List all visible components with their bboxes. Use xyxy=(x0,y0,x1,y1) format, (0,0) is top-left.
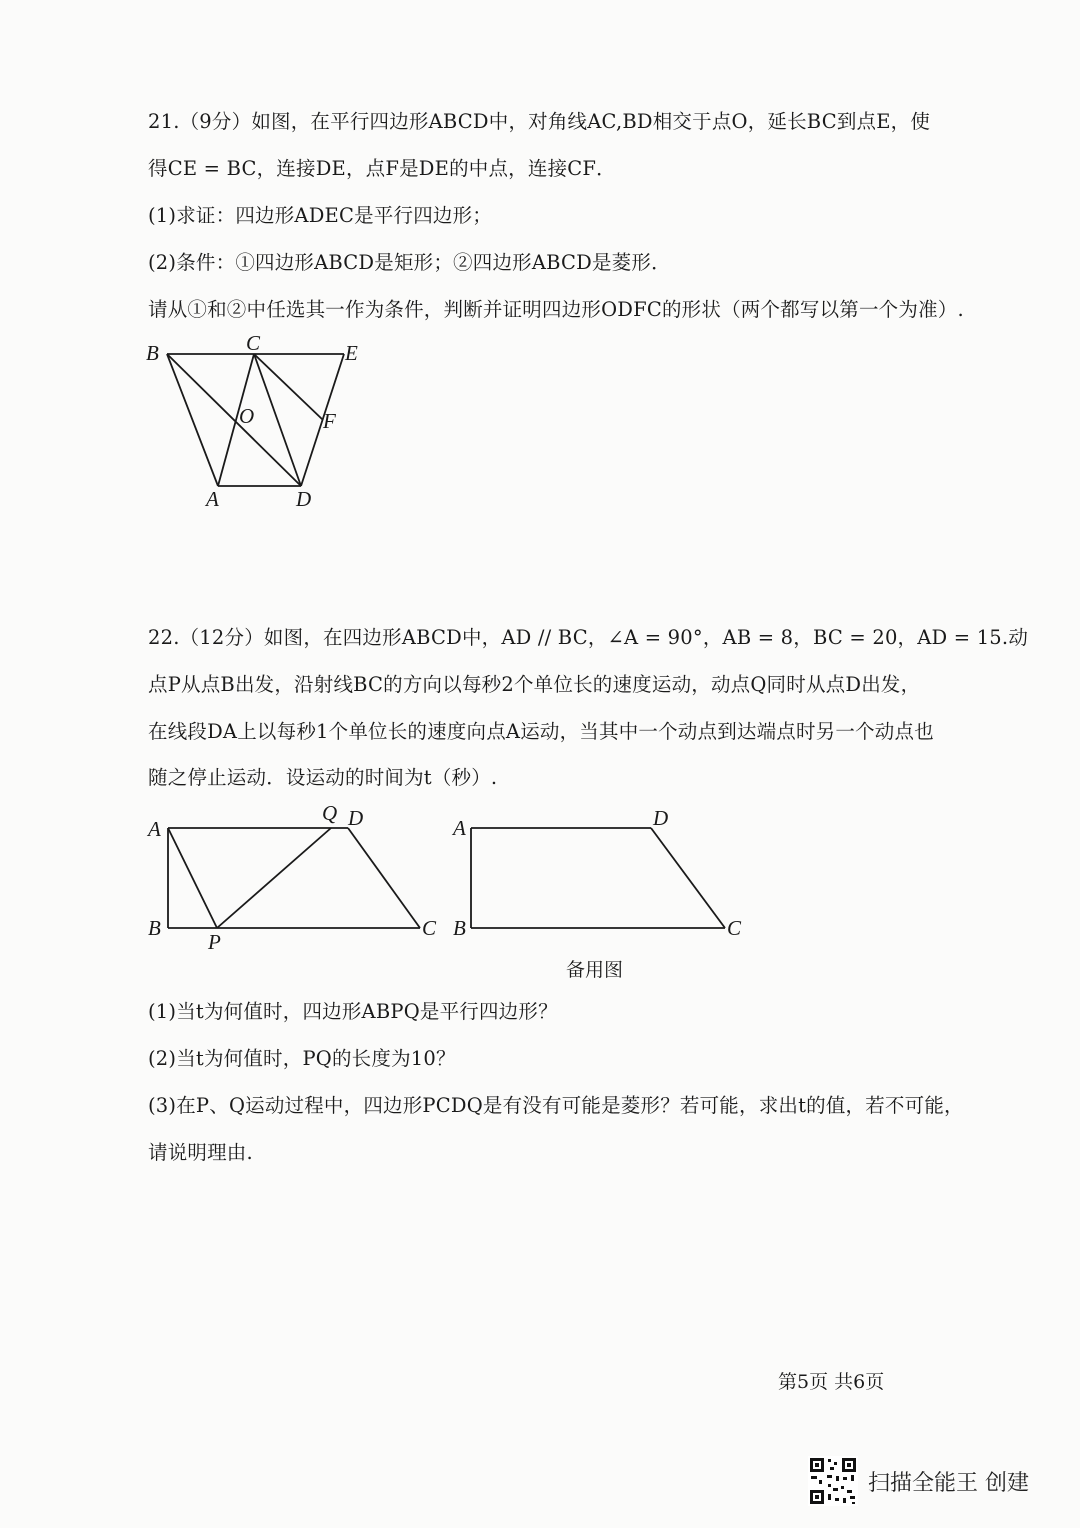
q21-stem-line2: 得CE = BC，连接DE，点F是DE的中点，连接CF． xyxy=(148,157,616,180)
label-C: C xyxy=(422,916,437,940)
q22-part2: (2)当t为何值时，PQ的长度为10？ xyxy=(148,1047,456,1070)
segment-DC xyxy=(348,828,420,928)
segment-BA xyxy=(167,354,218,486)
label-B: B xyxy=(146,341,159,365)
label-E: E xyxy=(345,341,358,365)
label-F: F xyxy=(323,409,336,433)
label-P: P xyxy=(208,930,221,954)
label-A: A xyxy=(148,817,161,841)
qr-code-icon xyxy=(808,1456,858,1506)
label-A: A xyxy=(453,816,466,840)
q22-part3-line2: 请说明理由. xyxy=(148,1141,253,1164)
q22-part1: (1)当t为何值时，四边形ABPQ是平行四边形？ xyxy=(148,1000,558,1023)
q22-stem-line4: 随之停止运动．设运动的时间为t（秒）. xyxy=(148,766,498,789)
q22-figure-1 xyxy=(140,798,450,958)
label-D: D xyxy=(348,806,364,830)
label-O: O xyxy=(239,404,255,428)
segment-PQ xyxy=(217,828,331,928)
segment-CF xyxy=(254,354,323,420)
segment-BD xyxy=(167,354,301,486)
watermark-text: 扫描全能王 创建 xyxy=(868,1470,1029,1496)
page-number: 第5页 共6页 xyxy=(778,1371,885,1393)
q22-figure-2 xyxy=(445,798,755,948)
label-Q: Q xyxy=(322,801,338,825)
scanner-watermark xyxy=(808,1456,1029,1506)
label-D: D xyxy=(296,487,312,511)
segment-CD xyxy=(254,354,301,486)
label-D: D xyxy=(653,806,669,830)
q21-instruction: 请从①和②中任选其一作为条件，判断并证明四边形ODFC的形状（两个都写以第一个为准）. xyxy=(148,298,964,321)
label-C: C xyxy=(246,331,261,355)
q22-part3-line1: (3)在P、Q运动过程中，四边形PCDQ是有没有可能是菱形？若可能，求出t的值，若不可能， xyxy=(148,1094,964,1117)
segment-AP xyxy=(168,828,217,928)
q22-stem-line1: 22.（12分）如图，在四边形ABCD中，AD // BC，∠A = 90°，AB = 8，BC = 20，AD = 15.动 xyxy=(148,626,1029,649)
q22-stem-line3: 在线段DA上以每秒1个单位长的速度向点A运动，当其中一个动点到达端点时另一个动点也 xyxy=(148,720,934,743)
q21-stem-line1: 21.（9分）如图，在平行四边形ABCD中，对角线AC,BD相交于点O，延长BC到点E，使 xyxy=(148,110,931,133)
label-A: A xyxy=(206,487,219,511)
label-B: B xyxy=(148,916,161,940)
label-B: B xyxy=(453,916,466,940)
label-C: C xyxy=(727,916,742,940)
q21-part1: (1)求证：四边形ADEC是平行四边形； xyxy=(148,204,492,227)
figure-caption: 备用图 xyxy=(566,959,624,981)
q22-stem-line2: 点P从点B出发，沿射线BC的方向以每秒2个单位长的速度运动，动点Q同时从点D出发， xyxy=(148,673,921,696)
q21-part2: (2)条件：①四边形ABCD是矩形；②四边形ABCD是菱形． xyxy=(148,251,671,274)
q21-figure xyxy=(140,330,380,520)
segment-DC xyxy=(651,828,725,928)
